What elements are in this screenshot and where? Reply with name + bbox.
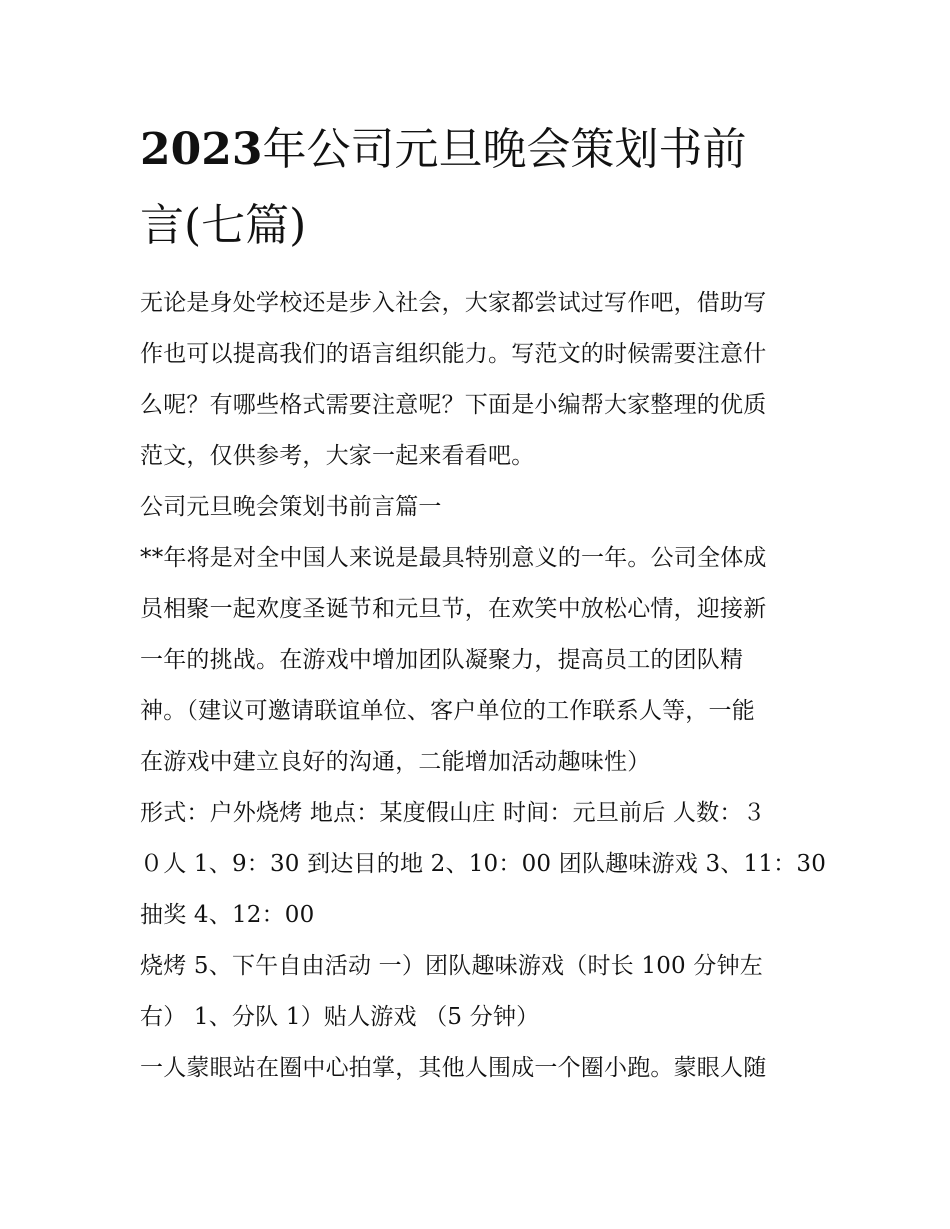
document-body: [140, 278, 827, 1094]
body-line: 右） 1、分队 1）贴人游戏 （5 分钟）: [140, 1004, 540, 1030]
section-heading: 公司元旦晚会策划书前言篇一: [140, 494, 442, 520]
title-text-line2: 言(七篇): [140, 200, 307, 251]
document-title: [140, 112, 820, 264]
body-line: 一年的挑战。在游戏中增加团队凝聚力，提高员工的团队精: [140, 647, 744, 673]
body-line: 范文，仅供参考，大家一起来看看吧。: [140, 443, 535, 469]
body-line: 神。（建议可邀请联谊单位、客户单位的工作联系人等，一能: [140, 698, 755, 724]
body-line: **年将是对全中国人来说是最具特别意义的一年。公司全体成: [140, 545, 767, 571]
body-line: 员相聚一起欢度圣诞节和元旦节，在欢笑中放松心情，迎接新: [140, 596, 767, 622]
body-line: 形式：户外烧烤 地点：某度假山庄 时间：元旦前后 人数：３: [140, 800, 766, 826]
body-line: 在游戏中建立良好的沟通，二能增加活动趣味性）: [140, 749, 651, 775]
body-line: 抽奖 4、12：00: [140, 902, 315, 928]
body-line: 一人蒙眼站在圈中心拍掌，其他人围成一个圈小跑。蒙眼人随: [140, 1055, 767, 1081]
body-line: 么呢？有哪些格式需要注意呢？下面是小编帮大家整理的优质: [140, 392, 767, 418]
body-line: ０人 1、9：30 到达目的地 2、10：00 团队趣味游戏 3、11：30: [140, 851, 827, 877]
title-text-line1: 年公司元旦晚会策划书前: [262, 124, 747, 175]
body-line: 作也可以提高我们的语言组织能力。写范文的时候需要注意什: [140, 341, 767, 367]
body-line: 无论是身处学校还是步入社会，大家都尝试过写作吧，借助写: [140, 290, 767, 316]
title-year: 2023: [140, 124, 263, 175]
body-line: 烧烤 5、下午自由活动 一）团队趣味游戏（时长 100 分钟左: [140, 953, 763, 979]
